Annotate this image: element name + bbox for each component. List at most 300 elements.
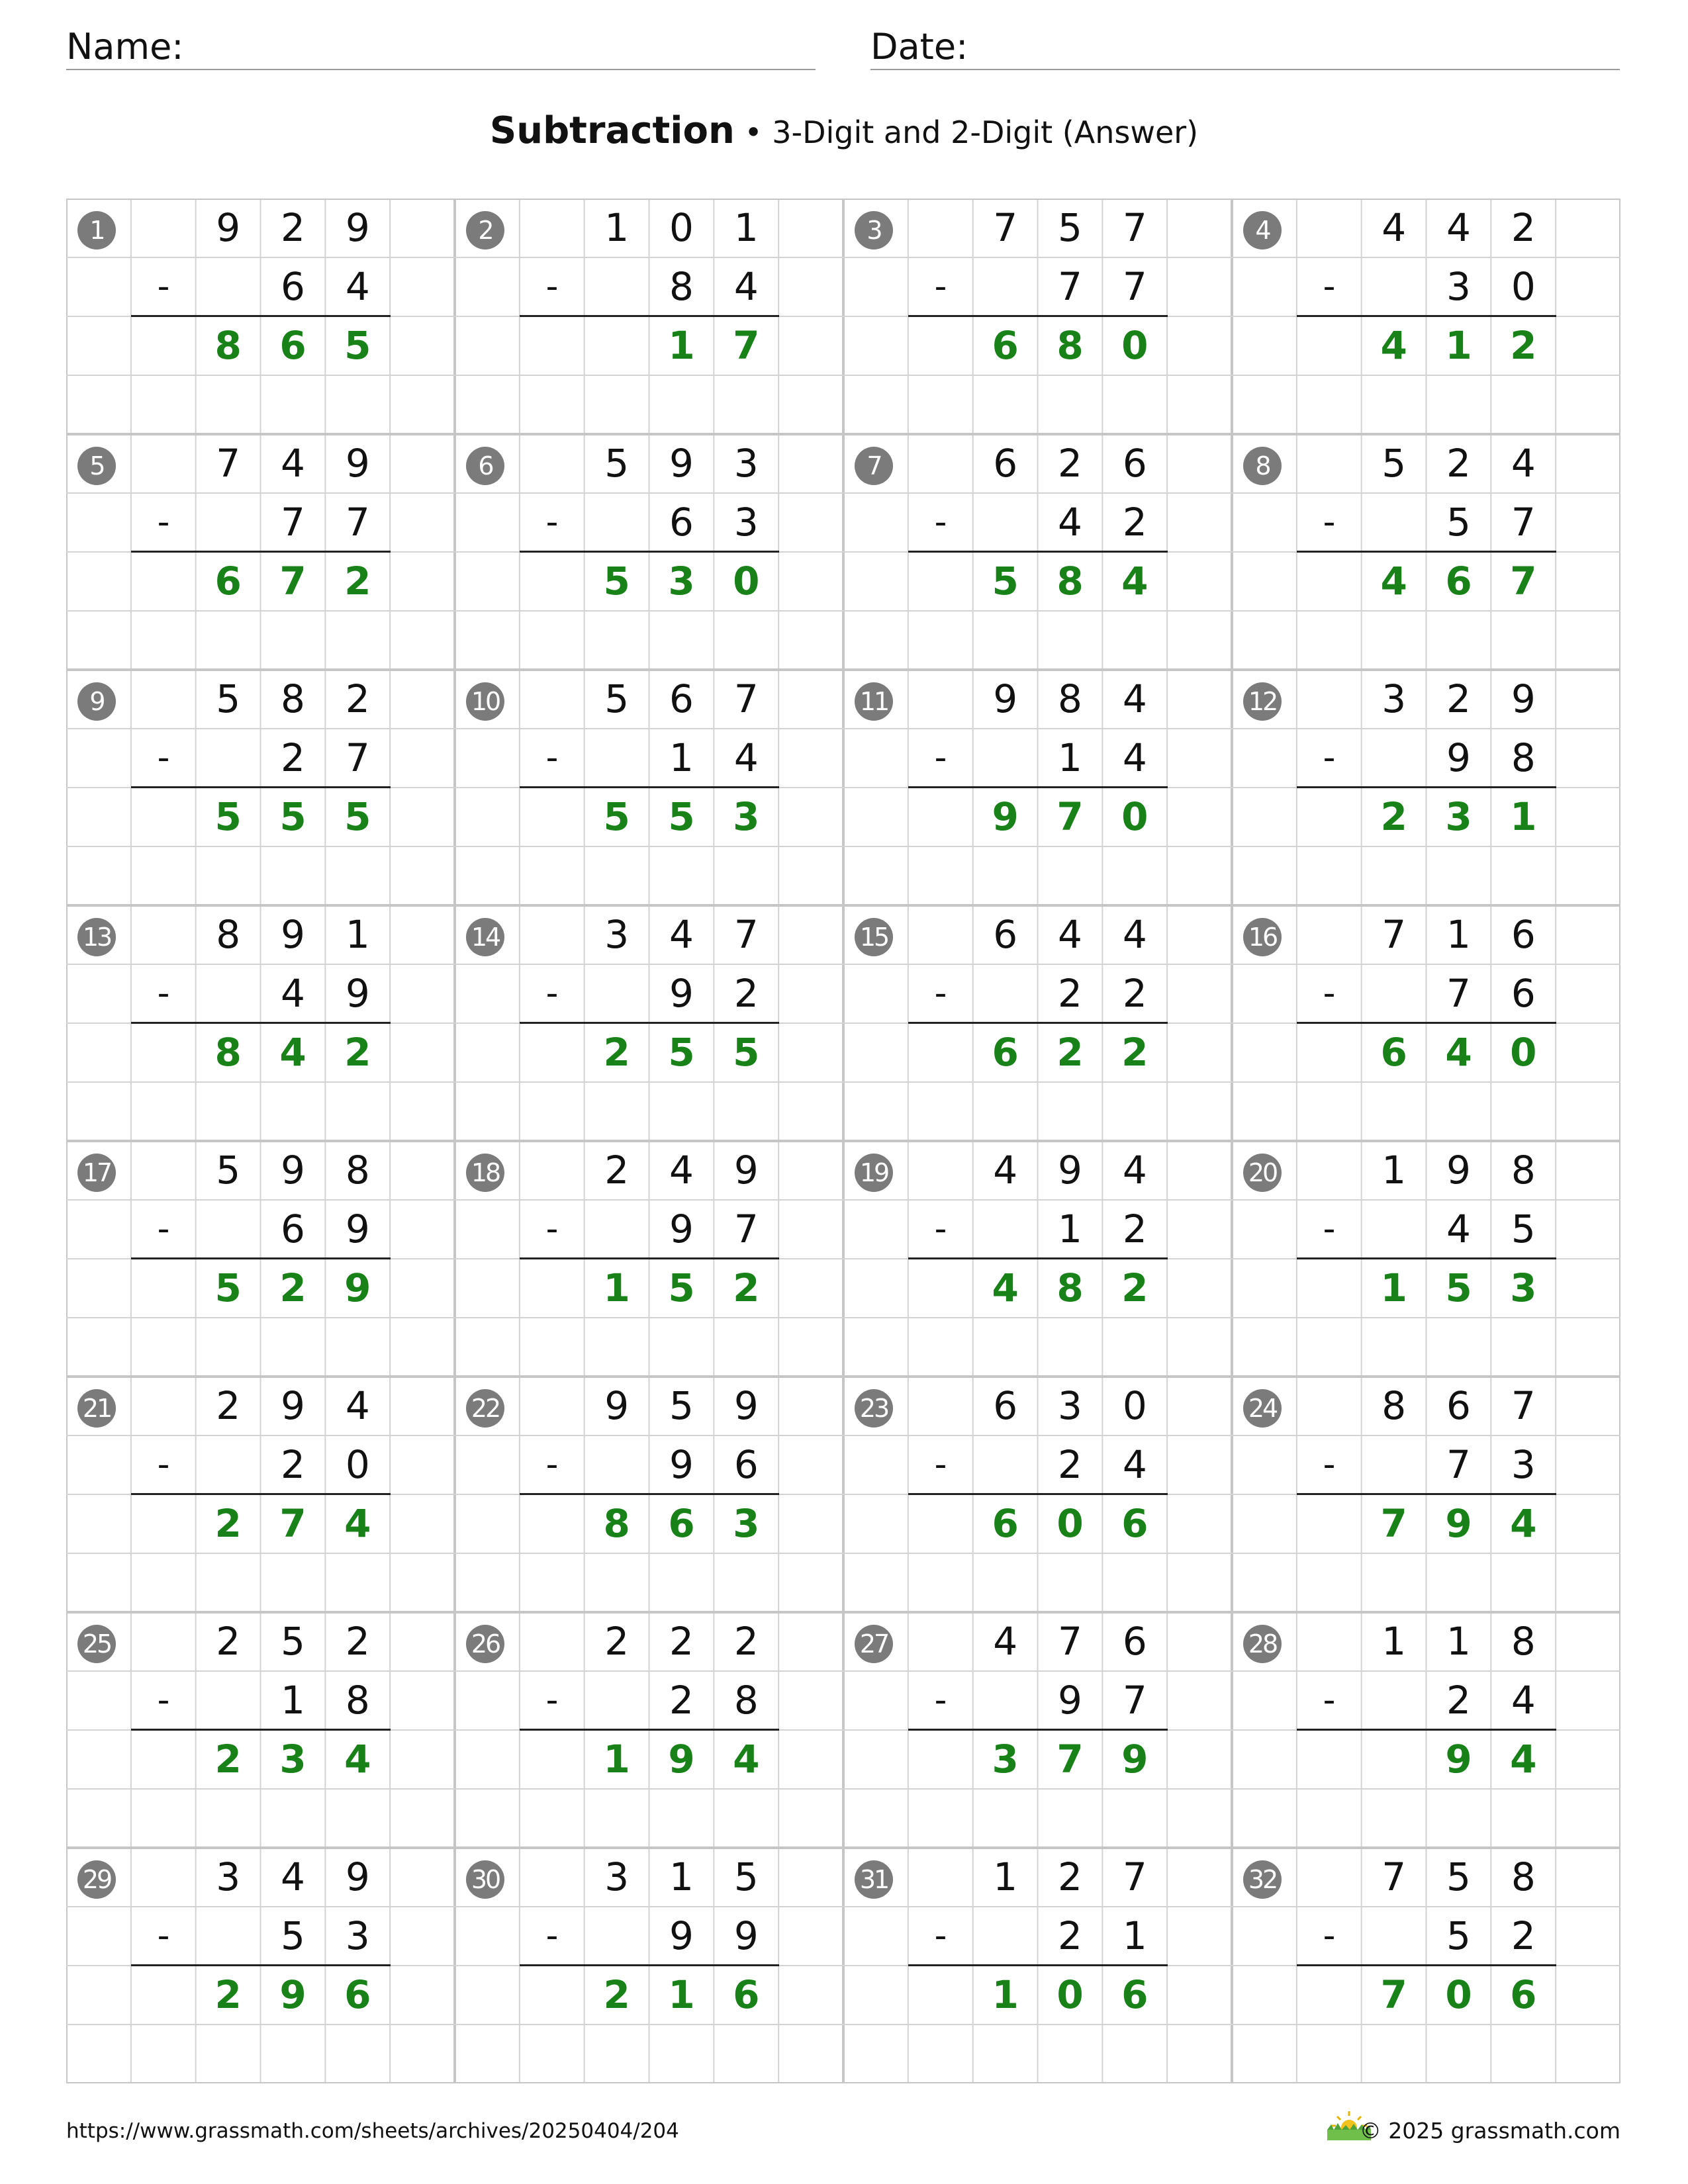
subtrahend-digit: 9 [345,1206,370,1251]
problem-number-badge: 4 [1243,211,1282,250]
problem-number-badge: 8 [1243,447,1282,485]
answer-digit: 6 [1510,1972,1537,2017]
answer-digit: 5 [733,1030,760,1075]
minus-sign: - [545,1916,559,1956]
subtrahend-digit: 7 [1511,500,1536,545]
subtrahend-digit: 6 [281,264,305,309]
answer-digit: 2 [344,559,371,604]
problem-number-badge: 18 [466,1154,504,1192]
answer-digit: 0 [1056,1972,1084,2017]
problem-1 [66,199,455,434]
answer-digit: 3 [992,1737,1019,1782]
answer-digit: 6 [279,323,306,368]
title-main: Subtraction [489,109,735,152]
minuend-digit: 2 [345,1619,370,1664]
subtrahend-digit: 9 [669,1913,694,1958]
subtrahend-digit: 9 [1058,1678,1082,1723]
subtrahend-digit: 1 [669,735,694,780]
problem-number-badge: 10 [466,682,504,721]
subtrahend-digit: 5 [1511,1206,1536,1251]
subtrahend-digit: 7 [345,500,370,545]
answer-digit: 4 [1121,559,1149,604]
answer-digit: 2 [733,1265,760,1310]
problem-number-badge: 24 [1243,1389,1282,1428]
subtrahend-digit: 4 [1122,1442,1147,1487]
answer-digit: 1 [1380,1265,1407,1310]
subtrahend-digit: 9 [669,971,694,1016]
problem-number-badge: 27 [855,1625,893,1663]
subtrahend-digit: 4 [281,971,305,1016]
worksheet-grid [66,199,1620,2083]
answer-digit: 6 [992,1030,1019,1075]
minus-sign: - [545,974,559,1013]
minuend-digit: 0 [669,205,694,250]
subtrahend-digit: 4 [733,735,759,780]
subtrahend-digit: 9 [345,971,370,1016]
subtrahend-digit: 2 [733,971,759,1016]
minus-sign: - [934,502,947,542]
minuend-digit: 2 [281,205,305,250]
minuend-digit: 5 [1382,441,1407,486]
problem-number-badge: 31 [855,1860,893,1899]
answer-digit: 9 [992,794,1019,839]
answer-digit: 4 [279,1030,306,1075]
answer-digit: 9 [1445,1737,1472,1782]
minuend-digit: 5 [604,441,630,486]
minuend-digit: 3 [216,1854,241,1899]
problem-number-badge: 14 [466,918,504,956]
name-field[interactable] [66,25,816,70]
minuend-digit: 2 [604,1148,630,1193]
subtrahend-digit: 2 [1511,1913,1536,1958]
minuend-digit: 2 [1058,1854,1082,1899]
answer-digit: 6 [1380,1030,1407,1075]
subtrahend-digit: 8 [1511,735,1536,780]
problem-number-badge: 25 [77,1625,116,1663]
answer-digit: 4 [1510,1501,1537,1546]
problem-8 [1232,434,1620,670]
minus-sign: - [934,738,947,778]
answer-digit: 2 [214,1737,242,1782]
problem-number-badge: 21 [77,1389,116,1428]
minuend-digit: 5 [216,676,241,721]
problem-number-badge: 11 [855,682,893,721]
subtrahend-digit: 7 [1058,264,1082,309]
minuend-digit: 2 [669,1619,694,1664]
subtrahend-digit: 6 [669,500,694,545]
minuend-digit: 1 [733,205,759,250]
problem-10 [455,670,843,905]
answer-digit: 2 [214,1501,242,1546]
minuend-digit: 9 [1511,676,1536,721]
problem-24 [1232,1377,1620,1612]
answer-digit: 5 [603,794,630,839]
problem-29 [66,1848,455,2083]
minuend-digit: 4 [993,1619,1018,1664]
minuend-digit: 2 [733,1619,759,1664]
subtrahend-digit: 5 [281,1913,305,1958]
answer-digit: 9 [668,1737,695,1782]
minuend-digit: 8 [216,912,241,957]
minus-sign: - [934,267,947,306]
date-field[interactable] [870,25,1620,70]
minuend-digit: 5 [669,1383,694,1428]
problem-9 [66,670,455,905]
minus-sign: - [1323,974,1336,1013]
minuend-digit: 3 [1382,676,1407,721]
minuend-digit: 6 [1446,1383,1471,1428]
answer-digit: 2 [279,1265,306,1310]
subtrahend-digit: 7 [733,1206,759,1251]
answer-digit: 8 [1056,559,1084,604]
problem-32 [1232,1848,1620,2083]
subtrahend-digit: 6 [281,1206,305,1251]
answer-digit: 2 [1121,1030,1149,1075]
minuend-digit: 6 [993,441,1018,486]
answer-digit: 4 [733,1737,760,1782]
minuend-digit: 9 [733,1383,759,1428]
minuend-digit: 1 [993,1854,1018,1899]
problem-number-badge: 12 [1243,682,1282,721]
minuend-digit: 7 [1058,1619,1082,1664]
minus-sign: - [934,1680,947,1720]
minus-sign: - [934,1209,947,1249]
minuend-digit: 7 [1382,912,1407,957]
minuend-digit: 9 [345,441,370,486]
subtrahend-digit: 3 [733,500,759,545]
minuend-digit: 2 [216,1619,241,1664]
minuend-digit: 6 [1122,1619,1147,1664]
minuend-digit: 4 [1382,205,1407,250]
minuend-digit: 1 [1382,1148,1407,1193]
minus-sign: - [545,1680,559,1720]
subtrahend-digit: 9 [733,1913,759,1958]
subtrahend-digit: 7 [1122,264,1147,309]
minuend-digit: 5 [216,1148,241,1193]
minus-sign: - [157,1916,170,1956]
minuend-digit: 5 [281,1619,305,1664]
minuend-digit: 6 [669,676,694,721]
problem-30 [455,1848,843,2083]
problem-18 [455,1141,843,1377]
minuend-digit: 3 [733,441,759,486]
answer-digit: 7 [1510,559,1537,604]
minuend-digit: 9 [1446,1148,1471,1193]
minuend-digit: 5 [733,1854,759,1899]
minuend-digit: 5 [604,676,630,721]
subtrahend-digit: 2 [1122,971,1147,1016]
answer-digit: 7 [1056,1737,1084,1782]
subtrahend-digit: 9 [1446,735,1471,780]
minus-sign: - [157,502,170,542]
minuend-digit: 6 [1511,912,1536,957]
minuend-digit: 5 [1058,205,1082,250]
minuend-digit: 9 [281,912,305,957]
minuend-digit: 7 [1122,205,1147,250]
minus-sign: - [934,1445,947,1484]
problem-4 [1232,199,1620,434]
problem-19 [843,1141,1232,1377]
answer-digit: 4 [1510,1737,1537,1782]
subtrahend-digit: 2 [281,735,305,780]
answer-digit: 0 [1445,1972,1472,2017]
minuend-digit: 2 [1058,441,1082,486]
answer-digit: 3 [733,1501,760,1546]
subtrahend-digit: 4 [1122,735,1147,780]
minuend-digit: 1 [604,205,630,250]
problem-13 [66,905,455,1141]
problem-17 [66,1141,455,1377]
problem-number-badge: 1 [77,211,116,250]
subtrahend-digit: 8 [345,1678,370,1723]
answer-digit: 7 [279,1501,306,1546]
answer-digit: 0 [1510,1030,1537,1075]
answer-digit: 5 [1445,1265,1472,1310]
answer-digit: 4 [1445,1030,1472,1075]
answer-digit: 5 [344,794,371,839]
minuend-digit: 8 [1511,1619,1536,1664]
answer-digit: 9 [1445,1501,1472,1546]
minus-sign: - [157,738,170,778]
minuend-digit: 9 [345,205,370,250]
answer-digit: 0 [733,559,760,604]
problem-number-badge: 15 [855,918,893,956]
minuend-digit: 6 [993,1383,1018,1428]
answer-digit: 0 [1121,323,1149,368]
subtrahend-digit: 3 [345,1913,370,1958]
minuend-digit: 2 [1446,441,1471,486]
title-subtitle: • 3-Digit and 2-Digit (Answer) [734,114,1199,150]
subtrahend-digit: 7 [281,500,305,545]
answer-digit: 5 [603,559,630,604]
subtrahend-digit: 7 [345,735,370,780]
minuend-digit: 9 [1058,1148,1082,1193]
footer-copyright: © 2025 grassmath.com [1359,2118,1620,2144]
minus-sign: - [157,1445,170,1484]
answer-digit: 1 [992,1972,1019,2017]
minus-sign: - [157,267,170,306]
minuend-digit: 4 [345,1383,370,1428]
minus-sign: - [934,1916,947,1956]
minuend-digit: 9 [281,1383,305,1428]
subtrahend-digit: 5 [1446,500,1471,545]
answer-digit: 1 [668,1972,695,2017]
problem-7 [843,434,1232,670]
subtrahend-digit: 2 [1058,1442,1082,1487]
minuend-digit: 4 [1058,912,1082,957]
answer-digit: 8 [214,323,242,368]
problem-number-badge: 6 [466,447,504,485]
minuend-digit: 2 [1446,676,1471,721]
answer-digit: 6 [344,1972,371,2017]
answer-digit: 5 [668,1030,695,1075]
minuend-digit: 3 [604,1854,630,1899]
problem-number-badge: 2 [466,211,504,250]
answer-digit: 6 [733,1972,760,2017]
minuend-digit: 0 [1122,1383,1147,1428]
problem-number-badge: 13 [77,918,116,956]
answer-digit: 6 [214,559,242,604]
minuend-digit: 1 [1446,912,1471,957]
answer-digit: 3 [733,794,760,839]
problem-28 [1232,1612,1620,1848]
answer-digit: 6 [1121,1972,1149,2017]
minuend-digit: 8 [281,676,305,721]
problem-number-badge: 5 [77,447,116,485]
minus-sign: - [1323,267,1336,306]
problem-number-badge: 29 [77,1860,116,1899]
problem-6 [455,434,843,670]
problem-31 [843,1848,1232,2083]
subtrahend-digit: 1 [281,1678,305,1723]
minus-sign: - [157,974,170,1013]
answer-digit: 1 [668,323,695,368]
answer-digit: 9 [1121,1737,1149,1782]
minuend-digit: 8 [1511,1148,1536,1193]
minuend-digit: 1 [1382,1619,1407,1664]
minuend-digit: 1 [1446,1619,1471,1664]
minuend-digit: 4 [669,1148,694,1193]
problem-number-badge: 28 [1243,1625,1282,1663]
minuend-digit: 2 [345,676,370,721]
minuend-digit: 7 [1511,1383,1536,1428]
problem-3 [843,199,1232,434]
minus-sign: - [1323,738,1336,778]
minuend-digit: 6 [1122,441,1147,486]
problem-number-badge: 30 [466,1860,504,1899]
minuend-digit: 7 [993,205,1018,250]
problem-15 [843,905,1232,1141]
problem-number-badge: 17 [77,1154,116,1192]
answer-digit: 2 [214,1972,242,2017]
problem-23 [843,1377,1232,1612]
subtrahend-digit: 2 [669,1678,694,1723]
subtrahend-digit: 2 [1446,1678,1471,1723]
minuend-digit: 7 [1382,1854,1407,1899]
subtrahend-digit: 0 [345,1442,370,1487]
answer-digit: 7 [1380,1972,1407,2017]
subtrahend-digit: 4 [1058,500,1082,545]
subtrahend-digit: 4 [1511,1678,1536,1723]
answer-digit: 7 [1380,1501,1407,1546]
minuend-digit: 9 [281,1148,305,1193]
answer-digit: 5 [344,323,371,368]
problem-25 [66,1612,455,1848]
subtrahend-digit: 1 [1122,1913,1147,1958]
problem-number-badge: 20 [1243,1154,1282,1192]
minuend-digit: 2 [1511,205,1536,250]
subtrahend-digit: 4 [1446,1206,1471,1251]
minuend-digit: 4 [993,1148,1018,1193]
answer-digit: 4 [344,1737,371,1782]
subtrahend-digit: 1 [1058,1206,1082,1251]
minuend-digit: 1 [669,1854,694,1899]
minuend-digit: 6 [993,912,1018,957]
minuend-digit: 5 [1446,1854,1471,1899]
answer-digit: 5 [214,1265,242,1310]
subtrahend-digit: 8 [733,1678,759,1723]
minuend-digit: 7 [733,912,759,957]
minuend-digit: 8 [1058,676,1082,721]
answer-digit: 1 [1445,323,1472,368]
minus-sign: - [545,1445,559,1484]
problem-11 [843,670,1232,905]
footer-url[interactable]: https://www.grassmath.com/sheets/archives/20250404/204 [66,2119,679,2143]
answer-digit: 2 [1510,323,1537,368]
minus-sign: - [934,974,947,1013]
minuend-digit: 2 [216,1383,241,1428]
problem-number-badge: 26 [466,1625,504,1663]
answer-digit: 5 [214,794,242,839]
problem-number-badge: 9 [77,682,116,721]
answer-digit: 2 [344,1030,371,1075]
minuend-digit: 3 [1058,1383,1082,1428]
worksheet-title [0,105,1688,166]
answer-digit: 2 [603,1030,630,1075]
answer-digit: 7 [279,559,306,604]
problem-5 [66,434,455,670]
minus-sign: - [1323,502,1336,542]
answer-digit: 3 [1510,1265,1537,1310]
minuend-digit: 4 [1122,1148,1147,1193]
answer-digit: 6 [992,1501,1019,1546]
answer-digit: 0 [1121,794,1149,839]
subtrahend-digit: 2 [281,1442,305,1487]
minus-sign: - [1323,1916,1336,1956]
problem-number-badge: 23 [855,1389,893,1428]
answer-digit: 4 [1380,323,1407,368]
problem-2 [455,199,843,434]
date-label: Date: [870,26,968,68]
minuend-digit: 4 [1511,441,1536,486]
answer-digit: 7 [733,323,760,368]
answer-digit: 8 [1056,323,1084,368]
problem-number-badge: 3 [855,211,893,250]
answer-digit: 1 [603,1737,630,1782]
problem-21 [66,1377,455,1612]
minus-sign: - [545,738,559,778]
subtrahend-digit: 7 [1446,971,1471,1016]
minuend-digit: 1 [345,912,370,957]
answer-digit: 3 [279,1737,306,1782]
minuend-digit: 7 [216,441,241,486]
minuend-digit: 9 [345,1854,370,1899]
problem-number-badge: 7 [855,447,893,485]
subtrahend-digit: 4 [733,264,759,309]
minus-sign: - [545,267,559,306]
answer-digit: 6 [1445,559,1472,604]
answer-digit: 5 [668,1265,695,1310]
minuend-digit: 8 [345,1148,370,1193]
subtrahend-digit: 0 [1511,264,1536,309]
minuend-digit: 4 [1122,676,1147,721]
problem-27 [843,1612,1232,1848]
minus-sign: - [1323,1680,1336,1720]
problem-number-badge: 22 [466,1389,504,1428]
subtrahend-digit: 4 [345,264,370,309]
minuend-digit: 8 [1511,1854,1536,1899]
answer-digit: 2 [1056,1030,1084,1075]
answer-digit: 6 [992,323,1019,368]
answer-digit: 9 [344,1265,371,1310]
minuend-digit: 4 [281,1854,305,1899]
subtrahend-digit: 3 [1446,264,1471,309]
answer-digit: 5 [668,794,695,839]
minus-sign: - [1323,1209,1336,1249]
minuend-digit: 9 [993,676,1018,721]
subtrahend-digit: 2 [1058,1913,1082,1958]
minuend-digit: 3 [604,912,630,957]
